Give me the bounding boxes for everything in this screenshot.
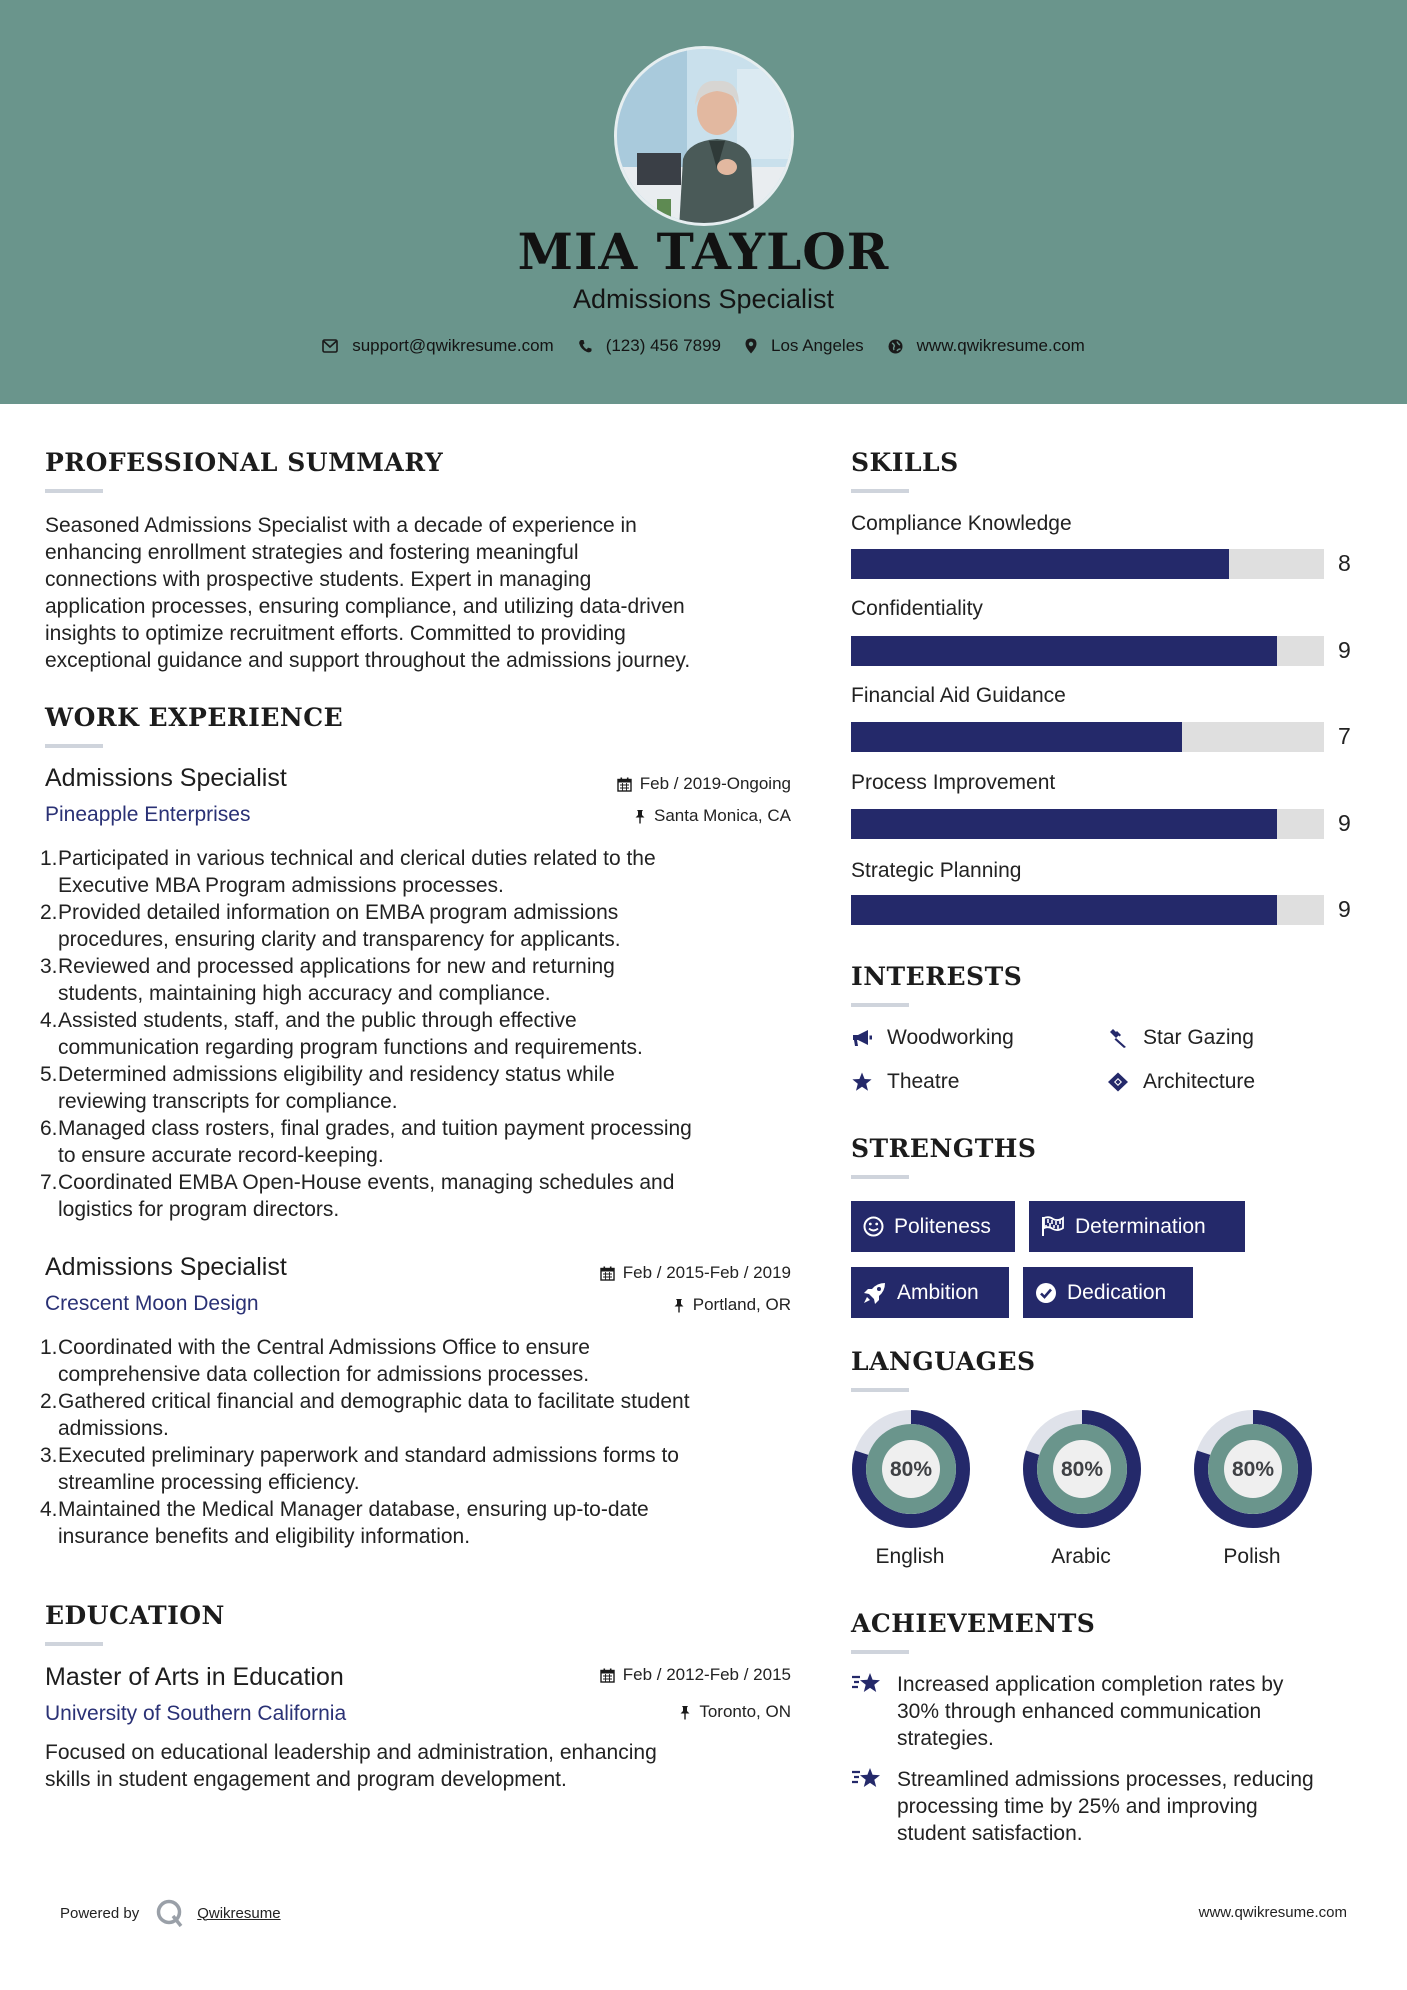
email-text: support@qwikresume.com: [352, 336, 554, 355]
globe-icon: [888, 339, 903, 354]
list-item: 3. Reviewed and processed applications for new and returning students, maintaining high accuracy and compliance.: [40, 955, 615, 1005]
skill-value: 7: [1338, 723, 1351, 749]
qwikresume-logo-icon: [155, 1898, 185, 1928]
skill-value: 9: [1338, 810, 1351, 836]
candidate-name: MIA TAYLOR: [517, 222, 890, 281]
footer-powered-by: [60, 1898, 281, 1928]
list-item: 4. Assisted students, staff, and the public through effective communication regarding program functions and requirements.: [40, 1009, 643, 1059]
envelope-icon: [322, 339, 338, 353]
education-date: [600, 1665, 791, 1685]
skill-bar-fill: [851, 722, 1182, 752]
strength-label: Determination: [1075, 1214, 1206, 1238]
job-date-text: Feb / 2015-Feb / 2019: [622, 1263, 791, 1282]
list-item: 1. Coordinated with the Central Admissions Office to ensure comprehensive data collection for admissions processes.: [40, 1336, 590, 1386]
language-name: English: [875, 1545, 945, 1568]
education-location-text: Toronto, ON: [699, 1702, 791, 1721]
resume-header: [0, 0, 1407, 404]
interest-item: [1107, 1070, 1255, 1094]
summary-line: application processes, ensuring compliance, and utilizing data-driven: [45, 595, 685, 618]
list-item: 2. Provided detailed information on EMBA program admissions procedures, ensuring clarity and transparency for applicants.: [40, 901, 621, 951]
rocket-icon: [863, 1282, 887, 1304]
strength-badge: [851, 1201, 1015, 1252]
summary-heading: PROFESSIONAL SUMMARY: [45, 448, 444, 477]
profile-photo: [614, 46, 794, 226]
star-speed-icon: [851, 1766, 883, 1792]
brand-link[interactable]: Qwikresume: [197, 1904, 281, 1922]
interest-item: [1107, 1026, 1254, 1050]
summary-line: enhancing enrollment strategies and fostering meaningful: [45, 541, 579, 564]
job-company: Pineapple Enterprises: [45, 803, 251, 826]
skills-heading: SKILLS: [851, 448, 959, 477]
strength-label: Dedication: [1067, 1280, 1167, 1304]
job-location: [673, 1295, 791, 1315]
footer-website[interactable]: www.qwikresume.com: [1198, 1904, 1347, 1921]
strength-label: Politeness: [894, 1214, 991, 1238]
star-speed-icon: [851, 1671, 883, 1697]
strengths-heading-rule: [851, 1175, 909, 1179]
contact-phone[interactable]: [578, 336, 721, 356]
list-item: 4. Maintained the Medical Manager database, ensuring up-to-date insurance benefits and eligibility information.: [40, 1498, 649, 1548]
language-donut: [1192, 1408, 1314, 1530]
skill-name: Compliance Knowledge: [851, 512, 1072, 535]
language-donut: [1021, 1408, 1143, 1530]
strength-badge: [851, 1267, 1009, 1318]
job-title: Admissions Specialist: [45, 764, 287, 792]
list-item: 5. Determined admissions eligibility and residency status while reviewing transcripts for compliance.: [40, 1063, 615, 1113]
achievements-heading-rule: [851, 1650, 909, 1654]
skill-value: 9: [1338, 896, 1351, 922]
skill-bar-fill: [851, 636, 1277, 666]
skill-value: 8: [1338, 550, 1351, 576]
contact-website[interactable]: [888, 336, 1085, 356]
degree-title: Master of Arts in Education: [45, 1663, 344, 1691]
job-location: [634, 806, 791, 826]
star-icon: [851, 1072, 873, 1092]
job-date-text: Feb / 2019-Ongoing: [639, 774, 791, 793]
skill-bar: [851, 722, 1324, 752]
strength-label: Ambition: [897, 1280, 979, 1304]
interest-label: Woodworking: [887, 1026, 1014, 1049]
pushpin-icon: [634, 809, 646, 824]
powered-by-text: Powered by: [60, 1904, 140, 1922]
donut-label: 80%: [1060, 1458, 1104, 1481]
job-duties-list: [40, 845, 820, 1223]
phone-text: (123) 456 7899: [605, 336, 722, 355]
profile-photo-illustration: [617, 49, 794, 226]
skill-bar: [851, 549, 1324, 579]
calendar-icon: [600, 1266, 615, 1281]
education-line: skills in student engagement and program development.: [45, 1768, 567, 1791]
achievement-line: 30% through enhanced communication: [897, 1700, 1262, 1723]
interests-heading-rule: [851, 1003, 909, 1007]
achievement-line: processing time by 25% and improving: [897, 1795, 1258, 1818]
list-item: 7. Coordinated EMBA Open-House events, managing schedules and logistics for program directors.: [40, 1171, 675, 1221]
job-company: Crescent Moon Design: [45, 1292, 259, 1315]
language-name: Polish: [1223, 1545, 1281, 1568]
strengths-heading: STRENGTHS: [851, 1134, 1037, 1163]
list-item: 2. Gathered critical financial and demographic data to facilitate student admissions.: [40, 1390, 690, 1440]
job-title: Admissions Specialist: [45, 1253, 287, 1281]
skill-bar-fill: [851, 549, 1229, 579]
education-line: Focused on educational leadership and administration, enhancing: [45, 1741, 657, 1764]
interest-label: Architecture: [1143, 1070, 1256, 1093]
education-date-text: Feb / 2012-Feb / 2015: [622, 1665, 791, 1684]
skill-bar: [851, 636, 1324, 666]
interest-item: [851, 1026, 1014, 1050]
interest-label: Star Gazing: [1143, 1026, 1254, 1049]
phone-icon: [578, 339, 592, 354]
education-heading: EDUCATION: [45, 1601, 225, 1630]
map-pin-icon: [745, 338, 757, 354]
calendar-icon: [600, 1668, 615, 1683]
language-name: Arabic: [1051, 1545, 1111, 1568]
drafting-ruler-icon: [1107, 1072, 1129, 1092]
achievements-heading: ACHIEVEMENTS: [851, 1609, 1096, 1638]
achievement-line: student satisfaction.: [897, 1822, 1083, 1845]
contact-email[interactable]: [322, 336, 554, 356]
strength-badge: [1029, 1201, 1245, 1252]
skills-heading-rule: [851, 489, 909, 493]
experience-heading: WORK EXPERIENCE: [45, 703, 344, 732]
job-duties-list: [40, 1334, 820, 1550]
donut-chart: [850, 1408, 972, 1530]
job-location-text: Santa Monica, CA: [653, 806, 791, 825]
list-item: 3. Executed preliminary paperwork and standard admissions forms to streamline processing efficiency.: [40, 1444, 679, 1494]
donut-label: 80%: [1231, 1458, 1275, 1481]
school-name: University of Southern California: [45, 1702, 347, 1725]
skill-name: Confidentiality: [851, 597, 983, 620]
skill-bar: [851, 809, 1324, 839]
check-circle-icon: [1035, 1282, 1057, 1304]
donut-chart: [1192, 1408, 1314, 1530]
summary-line: Seasoned Admissions Specialist with a decade of experience in: [45, 514, 637, 537]
skill-bar: [851, 895, 1324, 925]
languages-heading-rule: [851, 1388, 909, 1392]
interest-label: Theatre: [887, 1070, 960, 1093]
list-item: 1. Participated in various technical and clerical duties related to the Executive MBA Program admissions processes.: [40, 847, 656, 897]
megaphone-icon: [851, 1028, 873, 1048]
skill-name: Strategic Planning: [851, 859, 1022, 882]
education-description: [45, 1739, 805, 1793]
achievement-line: strategies.: [897, 1727, 994, 1750]
languages-heading: LANGUAGES: [851, 1347, 1036, 1376]
skill-name: Process Improvement: [851, 771, 1056, 794]
pushpin-icon: [679, 1705, 691, 1720]
strength-badge: [1023, 1267, 1193, 1318]
skill-bar-fill: [851, 895, 1277, 925]
donut-label: 80%: [889, 1458, 933, 1481]
summary-heading-rule: [45, 489, 103, 493]
achievement-item: [851, 1766, 1371, 1847]
interests-heading: INTERESTS: [851, 962, 1023, 991]
gavel-icon: [1107, 1028, 1129, 1048]
location-text: Los Angeles: [771, 336, 864, 355]
donut-chart: [1021, 1408, 1143, 1530]
job-date: [617, 774, 791, 794]
summary-line: insights to optimize recruitment efforts. Committed to providing: [45, 622, 626, 645]
skill-value: 9: [1338, 637, 1351, 663]
job-date: [600, 1263, 791, 1283]
job-location-text: Portland, OR: [692, 1295, 791, 1314]
contact-location: [745, 336, 864, 356]
summary-line: exceptional guidance and support throughout the admissions journey.: [45, 649, 691, 672]
interest-item: [851, 1070, 959, 1094]
skill-bar-fill: [851, 809, 1277, 839]
education-location: [679, 1702, 791, 1722]
summary-text: [45, 512, 805, 674]
pushpin-icon: [673, 1298, 685, 1313]
achievement-line: Streamlined admissions processes, reducing: [897, 1768, 1314, 1791]
education-heading-rule: [45, 1642, 103, 1646]
language-donut: [850, 1408, 972, 1530]
experience-heading-rule: [45, 744, 103, 748]
candidate-title: Admissions Specialist: [572, 284, 835, 314]
contact-bar: [0, 336, 1407, 356]
list-item: 6. Managed class rosters, final grades, and tuition payment processing to ensure accurate record-keeping.: [40, 1117, 692, 1167]
calendar-icon: [617, 777, 632, 792]
skill-name: Financial Aid Guidance: [851, 684, 1066, 707]
website-text: www.qwikresume.com: [916, 336, 1085, 355]
achievement-item: [851, 1671, 1371, 1752]
summary-line: connections with prospective students. Expert in managing: [45, 568, 592, 591]
smile-icon: [863, 1216, 884, 1237]
flag-icon: [1041, 1216, 1065, 1237]
achievement-line: Increased application completion rates by: [897, 1673, 1284, 1696]
